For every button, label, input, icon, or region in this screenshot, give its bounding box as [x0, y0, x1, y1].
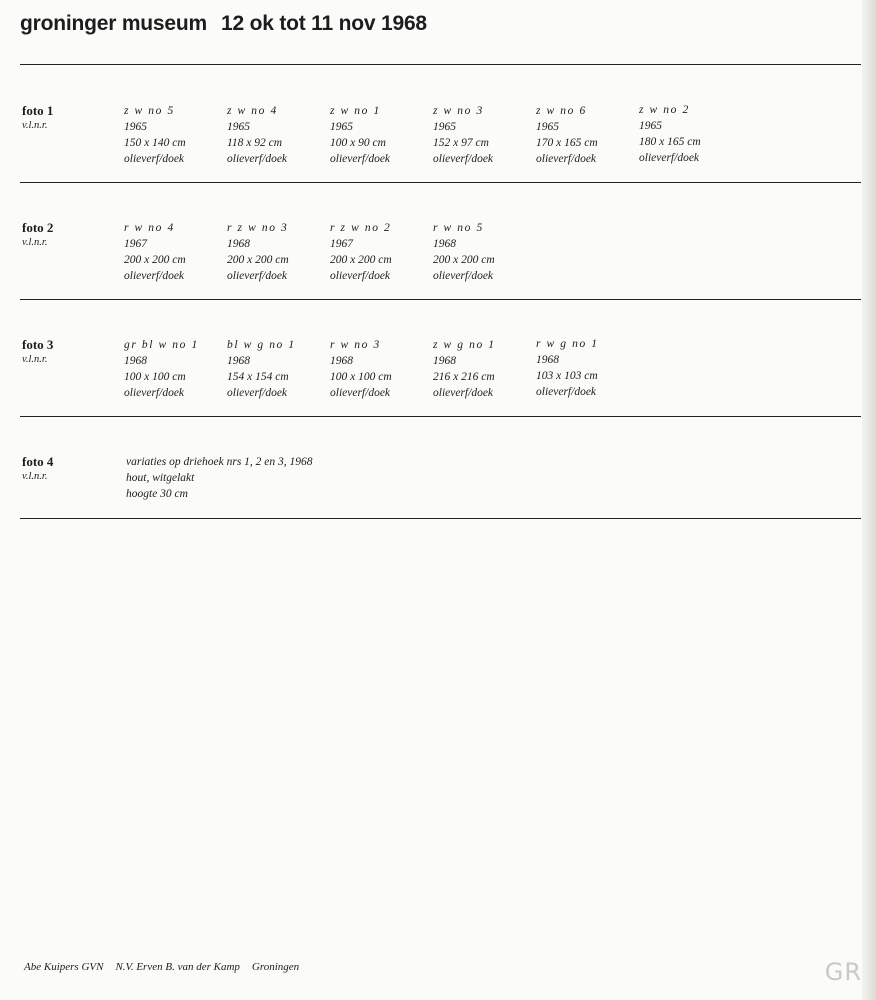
section-subtitle: v.l.n.r. [22, 471, 48, 482]
artwork-size: 152 x 97 cm [433, 137, 489, 149]
artwork-medium: olieverf/doek [433, 387, 494, 399]
artwork-title: z w g no 1 [433, 339, 496, 351]
artwork-size: 200 x 200 cm [330, 254, 392, 266]
artwork-entry [536, 103, 598, 167]
artwork-entry [433, 220, 495, 284]
artwork-entry [536, 336, 599, 400]
printer-credit: N.V. Erven B. van der Kamp [115, 961, 240, 973]
museum-name: groninger museum [20, 12, 207, 35]
divider [20, 299, 861, 300]
artwork-year: 1965 [536, 121, 559, 133]
artwork-year: 1968 [330, 355, 353, 367]
artwork-year: 1967 [330, 238, 353, 250]
artwork-title: z w no 4 [227, 105, 278, 117]
artwork-year: 1967 [124, 238, 147, 250]
artwork-size: 200 x 200 cm [227, 254, 289, 266]
city: Groningen [251, 961, 300, 973]
description-line: hoogte 30 cm [126, 488, 188, 500]
artwork-title: r z w no 2 [330, 222, 392, 234]
corner-mark: GR [824, 958, 862, 986]
artwork-medium: olieverf/doek [124, 153, 185, 165]
artwork-title: bl w g no 1 [227, 339, 296, 351]
section-title: foto 4 [22, 454, 54, 469]
artwork-size: 200 x 200 cm [433, 254, 495, 266]
artwork-entry [330, 220, 392, 284]
artwork-size: 216 x 216 cm [433, 371, 495, 383]
description-line: variaties op driehoek nrs 1, 2 en 3, 1968 [126, 456, 313, 468]
artwork-medium: olieverf/doek [124, 387, 185, 399]
page-header [20, 12, 427, 36]
artwork-size: 103 x 103 cm [536, 370, 598, 382]
artwork-medium: olieverf/doek [639, 152, 700, 164]
section-label [22, 454, 53, 484]
section-title: foto 2 [22, 220, 54, 235]
artwork-medium: olieverf/doek [124, 270, 185, 282]
artwork-size: 150 x 140 cm [124, 137, 186, 149]
section-title: foto 1 [22, 103, 54, 118]
artwork-size: 154 x 154 cm [227, 371, 289, 383]
artwork-medium: olieverf/doek [330, 270, 391, 282]
artwork-title: z w no 6 [536, 105, 587, 117]
artwork-size: 100 x 90 cm [330, 137, 386, 149]
artwork-year: 1965 [639, 120, 662, 132]
colophon [24, 961, 311, 973]
artwork-title: z w no 2 [639, 104, 690, 116]
artwork-title: r w no 5 [433, 222, 484, 234]
section-subtitle: v.l.n.r. [22, 237, 48, 248]
section-subtitle: v.l.n.r. [22, 120, 48, 131]
artwork-year: 1968 [536, 354, 559, 366]
artwork-entry [124, 103, 186, 167]
artwork-entry [433, 103, 493, 167]
artwork-year: 1965 [433, 121, 456, 133]
description-line: hout, witgelakt [126, 472, 195, 484]
section-title: foto 3 [22, 337, 54, 352]
section-label [22, 103, 53, 133]
artwork-size: 200 x 200 cm [124, 254, 186, 266]
artwork-description [126, 454, 313, 502]
section-subtitle: v.l.n.r. [22, 354, 48, 365]
artwork-medium: olieverf/doek [536, 153, 597, 165]
artwork-title: z w no 3 [433, 105, 484, 117]
artwork-medium: olieverf/doek [433, 270, 494, 282]
artwork-medium: olieverf/doek [433, 153, 494, 165]
divider [20, 416, 861, 417]
divider-bottom [20, 518, 861, 519]
artwork-year: 1968 [433, 355, 456, 367]
artwork-size: 100 x 100 cm [124, 371, 186, 383]
divider-top [20, 64, 861, 65]
artwork-year: 1968 [227, 238, 250, 250]
section-label [22, 220, 53, 250]
artwork-title: r w no 3 [330, 339, 381, 351]
section-label [22, 337, 53, 367]
artwork-medium: olieverf/doek [536, 386, 597, 398]
artwork-entry [124, 220, 186, 284]
artwork-title: r w g no 1 [536, 338, 599, 350]
artwork-entry [227, 220, 289, 284]
artwork-size: 118 x 92 cm [227, 137, 283, 149]
artwork-year: 1965 [227, 121, 250, 133]
divider [20, 182, 861, 183]
artwork-medium: olieverf/doek [227, 387, 288, 399]
artwork-title: r z w no 3 [227, 222, 289, 234]
artwork-title: gr bl w no 1 [124, 339, 199, 351]
artwork-title: z w no 1 [330, 105, 381, 117]
artwork-entry [124, 337, 199, 401]
artwork-entry [227, 337, 296, 401]
artwork-medium: olieverf/doek [227, 270, 288, 282]
artwork-medium: olieverf/doek [330, 153, 391, 165]
artwork-entry [433, 337, 496, 401]
artwork-size: 170 x 165 cm [536, 137, 598, 149]
artwork-entry [639, 102, 701, 166]
artwork-size: 180 x 165 cm [639, 136, 701, 148]
artwork-year: 1968 [124, 355, 147, 367]
artwork-year: 1965 [330, 121, 353, 133]
artwork-title: r w no 4 [124, 222, 175, 234]
artwork-year: 1965 [124, 121, 147, 133]
artwork-entry [227, 103, 287, 167]
artwork-entry [330, 337, 392, 401]
artwork-entry [330, 103, 390, 167]
artwork-title: z w no 5 [124, 105, 175, 117]
artwork-size: 100 x 100 cm [330, 371, 392, 383]
artwork-year: 1968 [227, 355, 250, 367]
artwork-medium: olieverf/doek [330, 387, 391, 399]
designer-credit: Abe Kuipers GVN [24, 961, 104, 973]
page-edge-shadow [862, 0, 876, 1000]
artwork-medium: olieverf/doek [227, 153, 288, 165]
exhibition-dates: 12 ok tot 11 nov 1968 [221, 12, 427, 35]
artwork-year: 1968 [433, 238, 456, 250]
